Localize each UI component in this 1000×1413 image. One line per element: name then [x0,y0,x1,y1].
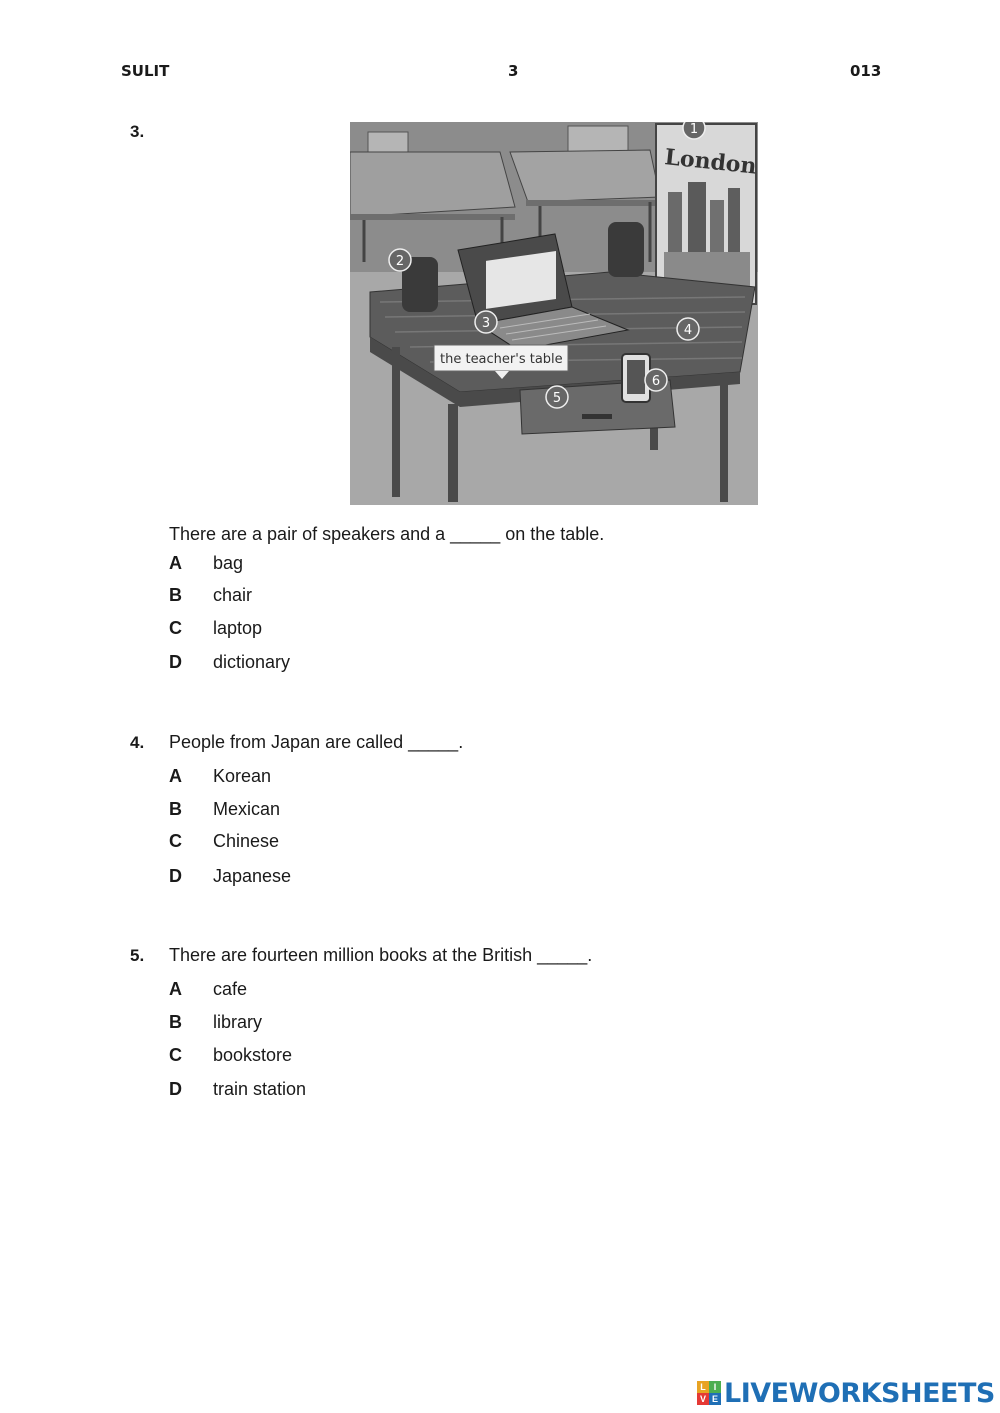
option-letter: D [169,1079,182,1099]
option-letter: C [169,1045,182,1065]
question-number-3: 3. [130,122,145,141]
option-letter: C [169,831,182,851]
option-text: Mexican [213,799,281,819]
logo-text: LIVEWORKSHEETS [724,1377,995,1409]
option-letter: D [169,652,182,672]
question-5-stem: There are fourteen million books at the British _____. [169,945,593,965]
classroom-picture [350,122,758,505]
option-text: chair [213,585,253,605]
logo-badge-letter: I [709,1381,721,1393]
table-caption: the teacher's table [440,352,563,367]
option-text: bookstore [213,1045,293,1065]
option-letter: A [169,979,182,999]
logo-badge-icon [697,1381,721,1405]
option-text: library [213,1012,263,1032]
option-letter: B [169,799,182,819]
logo-badge-letter: E [709,1393,721,1405]
marker-1: 1 [689,122,699,137]
question-4-stem: People from Japan are called _____. [169,732,464,752]
question-number-5: 5. [130,946,145,965]
option-text: cafe [213,979,248,999]
option-letter: C [169,618,182,638]
liveworksheets-logo[interactable] [697,1378,995,1408]
header-right-code: 013 [850,62,882,80]
option-letter: A [169,766,182,786]
header-left-label: SULIT [121,62,170,80]
option-text: train station [213,1079,307,1099]
logo-badge-letter: V [697,1393,709,1405]
marker-5: 5 [552,391,562,406]
marker-4: 4 [683,323,693,338]
option-text: dictionary [213,652,291,672]
option-text: laptop [213,618,263,638]
marker-6: 6 [651,374,661,389]
question-number-4: 4. [130,733,145,752]
marker-3: 3 [481,316,491,331]
option-text: Japanese [213,866,292,886]
option-text: Chinese [213,831,280,851]
option-letter: B [169,585,182,605]
question-3-stem: There are a pair of speakers and a _____ on the table. [169,524,605,544]
poster-title: London [663,144,758,180]
option-text: bag [213,553,244,573]
marker-2: 2 [395,254,405,269]
option-text: Korean [213,766,272,786]
logo-badge-letter: L [697,1381,709,1393]
page-number: 3 [508,62,519,80]
option-letter: D [169,866,182,886]
option-letter: B [169,1012,182,1032]
option-letter: A [169,553,182,573]
